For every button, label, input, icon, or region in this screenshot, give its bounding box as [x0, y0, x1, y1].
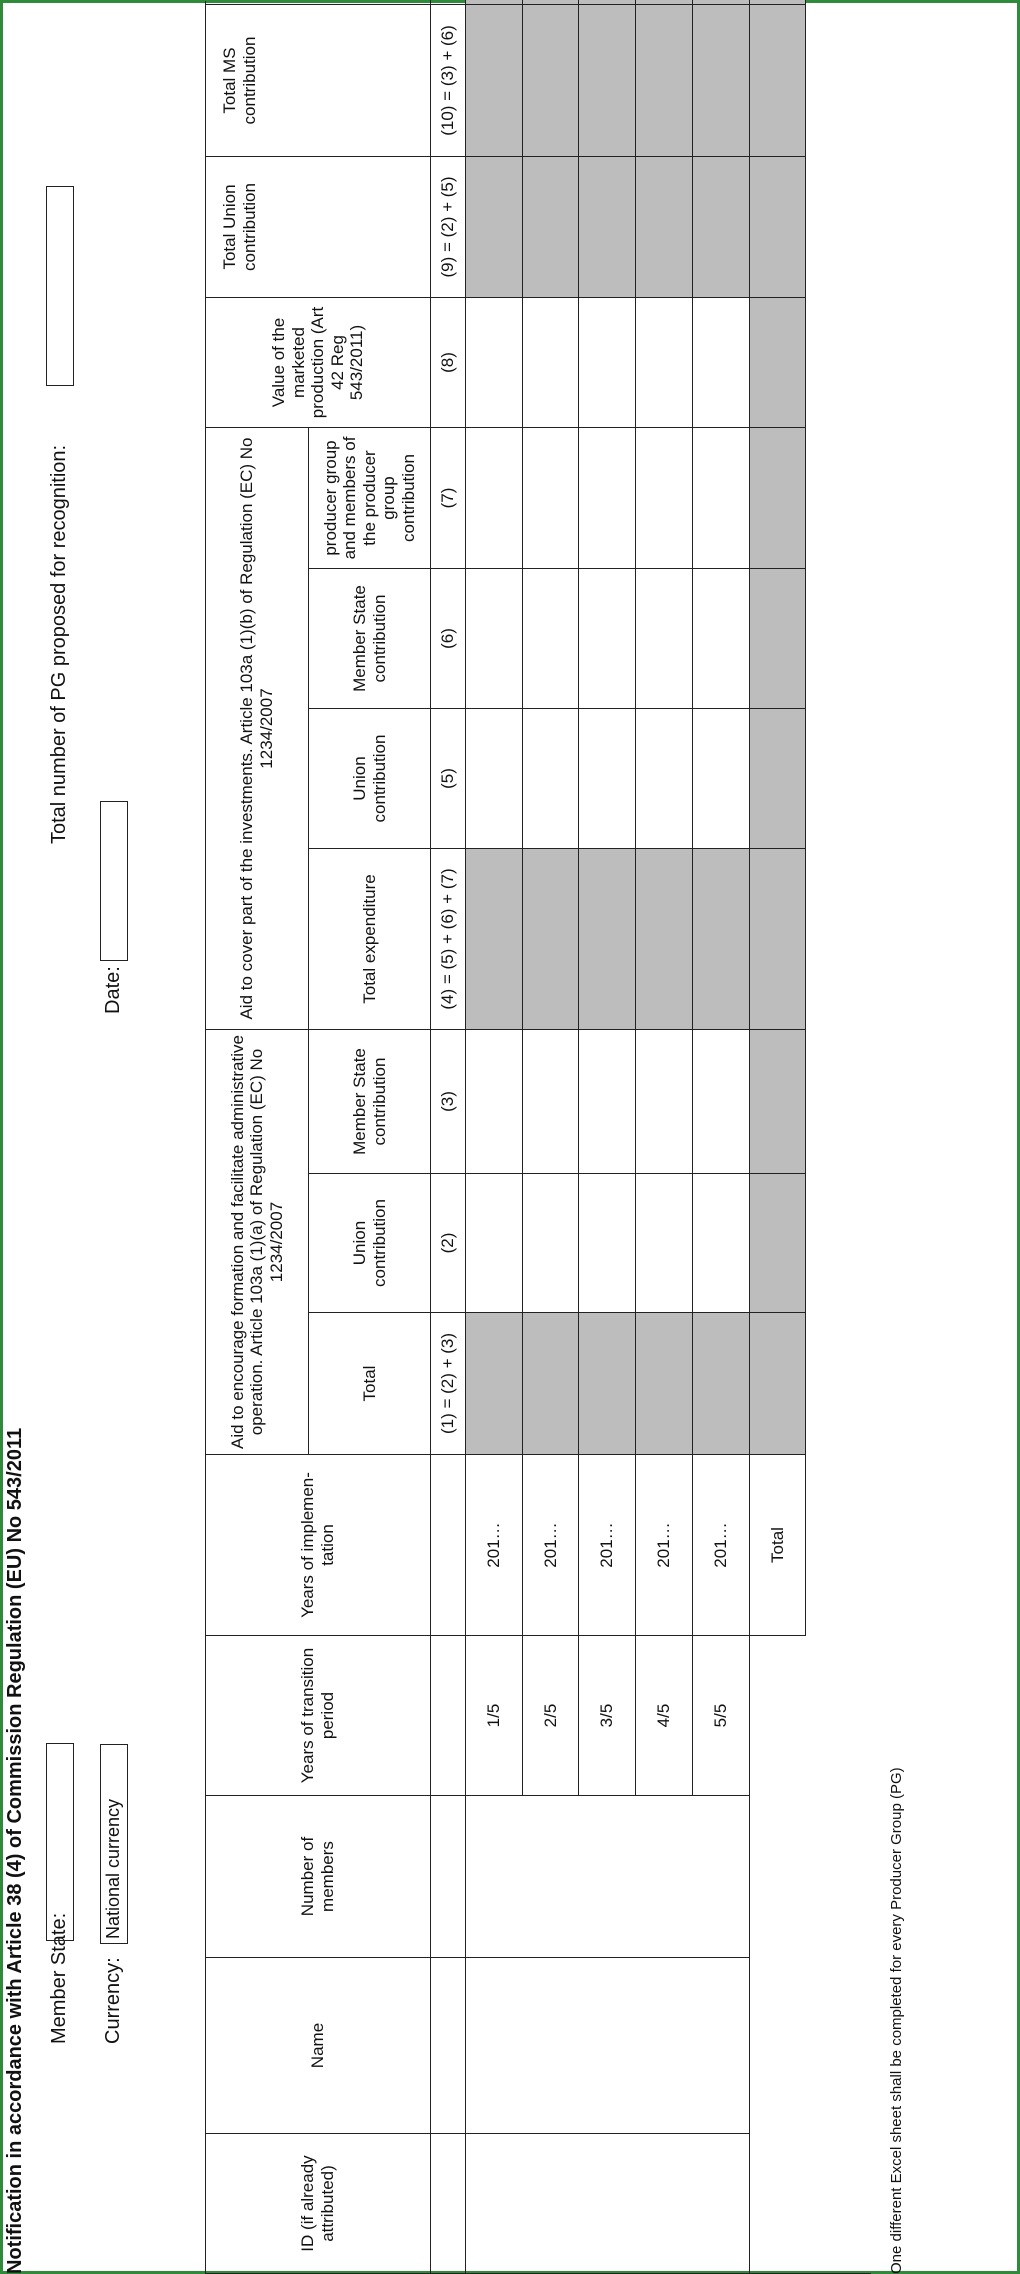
- implementation-year-cell[interactable]: 201…: [579, 1454, 636, 1635]
- total-pg-field[interactable]: [46, 186, 74, 386]
- amount-cell-2[interactable]: [523, 1173, 579, 1312]
- total-pg-label: Total number of PG proposed for recognition:: [48, 444, 70, 844]
- amount-cell-9: [693, 156, 750, 297]
- formula-10: (10) = (3) + (6): [431, 4, 466, 156]
- amount-cell-9: [636, 156, 693, 297]
- amount-cell-6[interactable]: [466, 568, 523, 708]
- implementation-year-cell[interactable]: 201…: [466, 1454, 523, 1635]
- total-label: Total: [750, 1454, 806, 1635]
- amount-cell-6[interactable]: [693, 568, 750, 708]
- amount-cell-9: [579, 156, 636, 297]
- notification-table: [205, 1, 871, 2274]
- amount-cell-3[interactable]: [523, 1029, 579, 1173]
- member-state-field[interactable]: [46, 1743, 74, 1941]
- id-cell[interactable]: [466, 2133, 750, 2273]
- implementation-year-cell[interactable]: 201…: [523, 1454, 579, 1635]
- header-a-ms: Member State contribution: [309, 1029, 431, 1173]
- name-cell[interactable]: [466, 1957, 750, 2133]
- header-members: Number of members: [206, 1795, 431, 1957]
- total-cell-2: [750, 1173, 806, 1312]
- formula-empty: [431, 1635, 466, 1795]
- amount-cell-10: [579, 4, 636, 156]
- header-total-pg: [206, 0, 431, 4]
- total-cell-5: [750, 708, 806, 848]
- form-title: Notification in accordance with Article 38 (4) of Commission Regulation (EU) No 543/2011: [4, 1427, 26, 2274]
- header-group-investments: Aid to cover part of the investments. Article 103a (1)(b) of Regulation (EC) No 1234/2007: [206, 427, 309, 1029]
- footnote: One different Excel sheet shall be completed for every Producer Group (PG): [888, 1767, 905, 2274]
- total-cell-8: [750, 297, 806, 427]
- amount-cell-7[interactable]: [693, 427, 750, 568]
- amount-cell-6[interactable]: [523, 568, 579, 708]
- currency-field[interactable]: [100, 1744, 128, 1944]
- formula-empty: [431, 1454, 466, 1635]
- amount-cell-11: [636, 0, 693, 4]
- amount-cell-10: [523, 4, 579, 156]
- amount-cell-5[interactable]: [693, 708, 750, 848]
- amount-cell-6[interactable]: [636, 568, 693, 708]
- total-cell-9: [750, 156, 806, 297]
- header-total-union: Total Union contribution: [206, 156, 431, 297]
- amount-cell-8[interactable]: [636, 297, 693, 427]
- amount-cell-11: [693, 0, 750, 4]
- amount-cell-3[interactable]: [579, 1029, 636, 1173]
- amount-cell-11: [579, 0, 636, 4]
- formula-9: (9) = (2) + (5): [431, 156, 466, 297]
- header-b-union: Union contribution: [309, 708, 431, 848]
- amount-cell-5[interactable]: [466, 708, 523, 848]
- amount-cell-4: [636, 848, 693, 1029]
- amount-cell-7[interactable]: [466, 427, 523, 568]
- amount-cell-5[interactable]: [636, 708, 693, 848]
- amount-cell-8[interactable]: [466, 297, 523, 427]
- amount-cell-2[interactable]: [693, 1173, 750, 1312]
- formula-empty: [431, 1957, 466, 2133]
- date-label: Date:: [102, 966, 124, 1014]
- header-a-union: Union contribution: [309, 1173, 431, 1312]
- amount-cell-4: [466, 848, 523, 1029]
- header-group-formation: Aid to encourage formation and facilitate administrative operation. Article 103a (1)(a) of Regulation (EC) No 1234/2007: [206, 1029, 309, 1454]
- transition-period-cell: 2/5: [523, 1635, 579, 1795]
- amount-cell-11: [466, 0, 523, 4]
- amount-cell-8[interactable]: [693, 297, 750, 427]
- total-cell-7: [750, 427, 806, 568]
- amount-cell-1: [466, 1312, 523, 1454]
- total-cell-10: [750, 4, 806, 156]
- amount-cell-1: [523, 1312, 579, 1454]
- implementation-year-cell[interactable]: 201…: [693, 1454, 750, 1635]
- amount-cell-2[interactable]: [579, 1173, 636, 1312]
- amount-cell-10: [636, 4, 693, 156]
- formula-empty: [431, 1795, 466, 1957]
- formula-8: (8): [431, 297, 466, 427]
- formula-empty: [431, 2133, 466, 2273]
- amount-cell-2[interactable]: [636, 1173, 693, 1312]
- header-b-pg: producer group and members of the producer group contribution: [309, 427, 431, 568]
- header-name: Name: [206, 1957, 431, 2133]
- amount-cell-7[interactable]: [579, 427, 636, 568]
- amount-cell-1: [579, 1312, 636, 1454]
- amount-cell-10: [466, 4, 523, 156]
- header-transition: Years of transition period: [206, 1635, 431, 1795]
- amount-cell-2[interactable]: [466, 1173, 523, 1312]
- transition-period-cell: 4/5: [636, 1635, 693, 1795]
- amount-cell-4: [579, 848, 636, 1029]
- formula-11: [431, 0, 466, 4]
- amount-cell-8[interactable]: [523, 297, 579, 427]
- header-marketed: Value of the marketed production (Art 42 Reg 543/2011): [206, 297, 431, 427]
- formula-4: (4) = (5) + (6) + (7): [431, 848, 466, 1029]
- total-row-blank: [750, 1795, 806, 2273]
- header-a-total: Total: [309, 1312, 431, 1454]
- total-row-blank: [750, 1635, 806, 1795]
- amount-cell-6[interactable]: [579, 568, 636, 708]
- date-field[interactable]: [100, 801, 128, 961]
- header-total-ms: Total MS contribution: [206, 4, 431, 156]
- transition-period-cell: 1/5: [466, 1635, 523, 1795]
- header-b-total: Total expenditure: [309, 848, 431, 1029]
- amount-cell-5[interactable]: [523, 708, 579, 848]
- amount-cell-1: [636, 1312, 693, 1454]
- amount-cell-7[interactable]: [636, 427, 693, 568]
- currency-label: Currency:: [102, 1957, 124, 2044]
- members-cell[interactable]: [466, 1795, 750, 1957]
- formula-7: (7): [431, 427, 466, 568]
- member-state-label: Member State:: [48, 1912, 70, 2044]
- transition-period-cell: 5/5: [693, 1635, 750, 1795]
- header-id: ID (if already attributed): [206, 2133, 431, 2273]
- currency-value: National currency: [103, 1798, 123, 1939]
- amount-cell-4: [693, 848, 750, 1029]
- amount-cell-9: [523, 156, 579, 297]
- implementation-year-cell[interactable]: 201…: [636, 1454, 693, 1635]
- formula-5: (5): [431, 708, 466, 848]
- formula-1: (1) = (2) + (3): [431, 1312, 466, 1454]
- amount-cell-10: [693, 4, 750, 156]
- amount-cell-11: [523, 0, 579, 4]
- amount-cell-3[interactable]: [636, 1029, 693, 1173]
- total-cell-3: [750, 1029, 806, 1173]
- amount-cell-3[interactable]: [466, 1029, 523, 1173]
- amount-cell-7[interactable]: [523, 427, 579, 568]
- amount-cell-1: [693, 1312, 750, 1454]
- formula-2: (2): [431, 1173, 466, 1312]
- formula-3: (3): [431, 1029, 466, 1173]
- transition-period-cell: 3/5: [579, 1635, 636, 1795]
- amount-cell-4: [523, 848, 579, 1029]
- amount-cell-8[interactable]: [579, 297, 636, 427]
- total-cell-11: [750, 0, 806, 4]
- amount-cell-3[interactable]: [693, 1029, 750, 1173]
- total-cell-4: [750, 848, 806, 1029]
- total-cell-1: [750, 1312, 806, 1454]
- total-cell-6: [750, 568, 806, 708]
- header-b-ms: Member State contribution: [309, 568, 431, 708]
- header-implementation: Years of implemen-tation: [206, 1454, 431, 1635]
- amount-cell-9: [466, 156, 523, 297]
- formula-6: (6): [431, 568, 466, 708]
- amount-cell-5[interactable]: [579, 708, 636, 848]
